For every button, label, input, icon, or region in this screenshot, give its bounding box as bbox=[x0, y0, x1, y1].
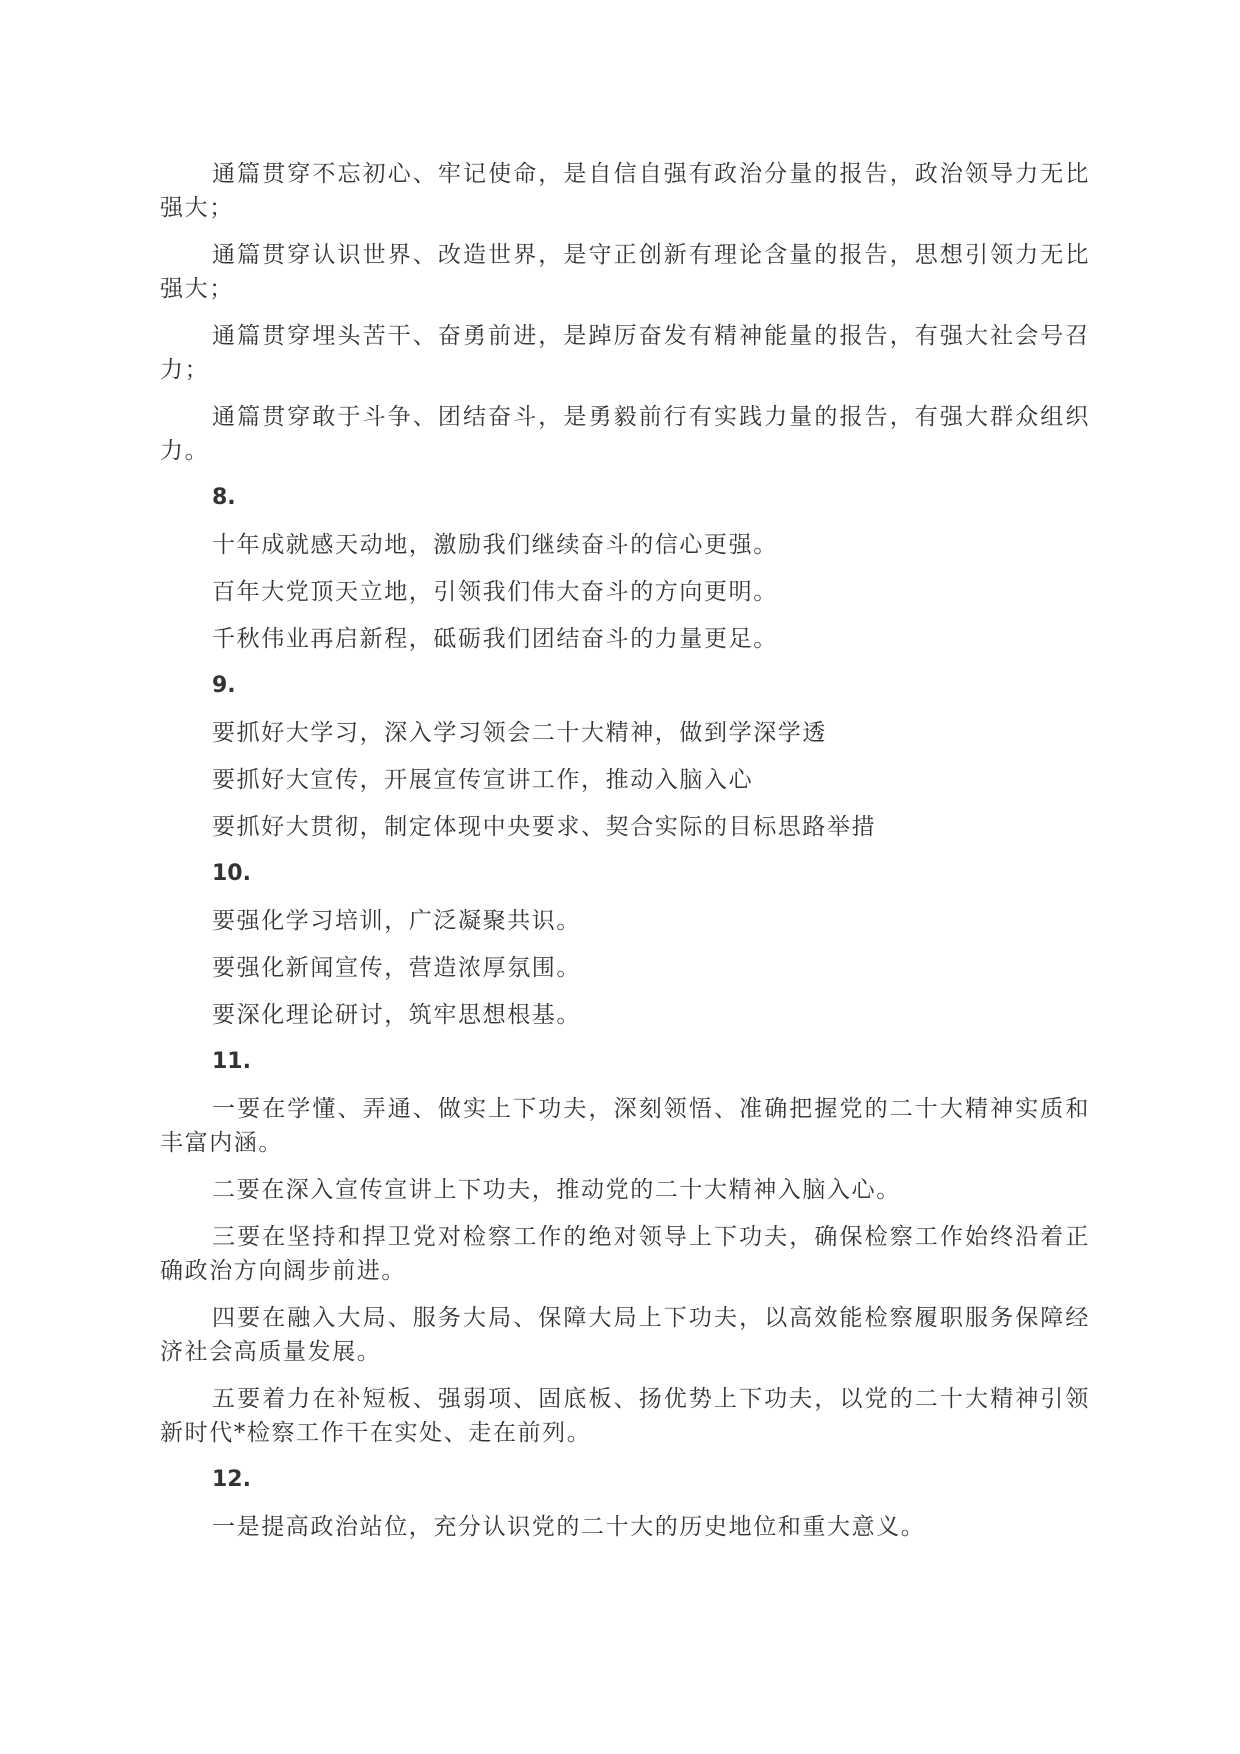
section-number-9: 9. bbox=[212, 673, 236, 698]
paragraph: 通篇贯穿认识世界、改造世界，是守正创新有理论含量的报告，思想引领力无比强大； bbox=[160, 242, 1090, 302]
paragraph: 三要在坚持和捍卫党对检察工作的绝对领导上下功夫，确保检察工作始终沿着正确政治方向阔步前进。 bbox=[160, 1224, 1090, 1284]
paragraph: 四要在融入大局、服务大局、保障大局上下功夫，以高效能检察履职服务保障经济社会高质量发展。 bbox=[160, 1305, 1090, 1365]
paragraph: 要强化学习培训，广泛凝聚共识。 bbox=[212, 908, 581, 934]
paragraph: 百年大党顶天立地，引领我们伟大奋斗的方向更明。 bbox=[212, 579, 778, 605]
section-number-12: 12. bbox=[212, 1467, 251, 1492]
section-number-11: 11. bbox=[212, 1049, 251, 1074]
paragraph: 要抓好大宣传，开展宣传宣讲工作，推动入脑入心 bbox=[212, 767, 754, 793]
paragraph: 通篇贯穿敢于斗争、团结奋斗，是勇毅前行有实践力量的报告，有强大群众组织力。 bbox=[160, 404, 1090, 464]
paragraph: 十年成就感天动地，激励我们继续奋斗的信心更强。 bbox=[212, 532, 778, 558]
paragraph: 通篇贯穿埋头苦干、奋勇前进，是踔厉奋发有精神能量的报告，有强大社会号召力； bbox=[160, 323, 1090, 383]
section-number-10: 10. bbox=[212, 861, 251, 886]
paragraph: 五要着力在补短板、强弱项、固底板、扬优势上下功夫，以党的二十大精神引领新时代*检察工作干在实处、走在前列。 bbox=[160, 1386, 1090, 1446]
paragraph: 一要在学懂、弄通、做实上下功夫，深刻领悟、准确把握党的二十大精神实质和丰富内涵。 bbox=[160, 1096, 1090, 1156]
paragraph: 千秋伟业再启新程，砥砺我们团结奋斗的力量更足。 bbox=[212, 626, 778, 652]
paragraph: 要强化新闻宣传，营造浓厚氛围。 bbox=[212, 955, 581, 981]
paragraph: 要深化理论研讨，筑牢思想根基。 bbox=[212, 1002, 581, 1028]
paragraph: 要抓好大学习，深入学习领会二十大精神，做到学深学透 bbox=[212, 720, 827, 746]
paragraph: 通篇贯穿不忘初心、牢记使命，是自信自强有政治分量的报告，政治领导力无比强大； bbox=[160, 161, 1090, 221]
paragraph: 二要在深入宣传宣讲上下功夫，推动党的二十大精神入脑入心。 bbox=[212, 1177, 901, 1203]
section-number-8: 8. bbox=[212, 485, 236, 510]
paragraph: 要抓好大贯彻，制定体现中央要求、契合实际的目标思路举措 bbox=[212, 814, 877, 840]
paragraph: 一是提高政治站位，充分认识党的二十大的历史地位和重大意义。 bbox=[212, 1514, 926, 1540]
document-page bbox=[160, 157, 1090, 1557]
